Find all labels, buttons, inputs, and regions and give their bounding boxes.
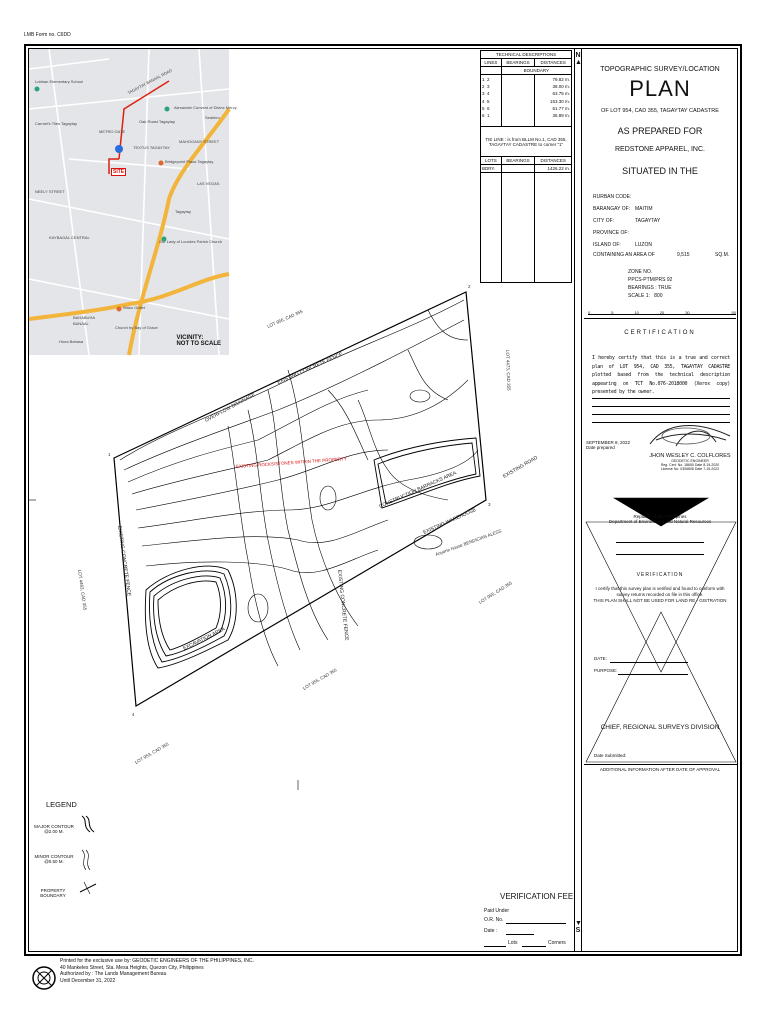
scale-bar: 0 5 10 20 30 50	[588, 310, 736, 315]
site-marker: SITE	[113, 169, 125, 175]
field-row: RURBAN CODE:	[593, 194, 632, 200]
zone-info: ZONE NO. PPCS-PTM/PRS 92 BEARINGS : TRUE SCALE 1: 800	[628, 269, 673, 299]
north-arrow-icon: N ▲	[575, 52, 582, 66]
lot-label: LOT 955, CAD 355	[302, 667, 338, 691]
minor-contour-icon	[78, 848, 92, 872]
geodetic-seal-icon	[32, 958, 56, 998]
col-header: LINES	[481, 59, 502, 67]
area-label: Anyone house BENDICIAN ALESS	[434, 528, 503, 557]
table-row	[481, 165, 572, 173]
date-submitted: Date Submitted:	[594, 753, 627, 758]
situated-in: SITUATED IN THE	[622, 166, 698, 176]
map-label: Lobban Elementary School	[35, 79, 84, 84]
map-label: Carmel's Tiles Tagaytay	[35, 121, 78, 126]
lines-cell: 1 2 2 3 3 4 4 5 5 6 6 1	[481, 75, 502, 127]
map-label: NEELY STREET	[35, 189, 65, 194]
map-label: Bridgepoint Plaza Tagaytay	[165, 159, 214, 164]
col-header: DISTANCES	[535, 59, 572, 67]
map-label: Wako Outlet	[123, 305, 145, 310]
survey-plan	[28, 270, 574, 790]
signature-icon	[646, 418, 734, 448]
engineer-name: JHON WESLEY C. COLFLORES	[649, 453, 731, 459]
prepared-date: SEPTEMBER 8, 2022 Date prepared	[586, 440, 631, 450]
certification-title: CERTIFICATION	[624, 330, 696, 336]
lot-label: LOT 953, CAD 355	[134, 741, 170, 765]
field-row: CONTAINING AN AREA OF 9,515 SQ.M.	[593, 252, 730, 258]
distance-cell: 1426.22 m.	[535, 165, 572, 173]
table-row	[481, 75, 572, 127]
fence-label: EXISTING CONCRETE FENCE	[336, 569, 350, 641]
verification-purpose: PURPOSE:	[594, 668, 618, 673]
boundary-line-icon	[78, 880, 98, 896]
vicinity-scale-note: NOT TO SCALE	[176, 341, 221, 347]
verification-date: DATE:	[594, 656, 607, 661]
lot-description: OF LOT 954, CAD 355, TAGAYTAY CADASTRE	[601, 108, 719, 114]
footer-imprint: Printed for the exclusive use by: GEODETIC ENGINEERS OF THE PHILIPPINES, INC. 40 Mankeles Street, Sta. Mesa Heights, Quezon City, Philippines Authorized by : The Lands Management Bureau Until December 31, 2022	[60, 958, 254, 984]
map-label: METRO GATE	[99, 129, 126, 134]
lot-cell: BDRY.	[481, 165, 502, 173]
map-label: Church by Bay of Grace	[115, 325, 158, 330]
technical-descriptions-table	[480, 50, 572, 283]
svg-text:2: 2	[468, 284, 471, 289]
lot-label: LOT 956, CAD 355	[266, 308, 304, 329]
lots-label: Lots	[508, 940, 518, 946]
tie-line-note: TIE LINE : is from BLLM No.1, CAD 355, TAGAYTAY CADASTRE to corner "1"	[481, 127, 572, 157]
field-row: ISLAND OF: LUZON	[593, 242, 652, 248]
map-label: Hiura Bahasa	[59, 339, 84, 344]
tech-title: TECHNICAL DESCRIPTIONS	[481, 51, 572, 59]
svg-text:1: 1	[108, 452, 111, 457]
engineer-reg: Reg. Cert. No. 18650 Date 8-19-2020	[660, 463, 720, 467]
form-number: LMB Form no. C6DD	[24, 32, 71, 38]
svg-text:3: 3	[488, 502, 491, 507]
field-row: PROVINCE OF:	[593, 230, 629, 236]
map-label: MAHOGANY STREET	[179, 139, 220, 144]
panel-divider	[574, 48, 582, 952]
fence-label: EXISTING CONCRETE FENCE	[116, 525, 132, 597]
field-row: CITY OF: TAGAYTAY	[593, 218, 661, 224]
client-name: REDSTONE APPAREL, INC.	[615, 146, 705, 153]
engineer-title: GEODETIC ENGINEER	[671, 459, 709, 463]
engineer-seal-signature	[646, 418, 734, 484]
area-label: CONSTRUCTION BARRACKS AREA	[378, 470, 458, 510]
corners-label: Corners	[548, 940, 566, 946]
map-label: Sealeiro	[205, 115, 220, 120]
lot-label: LOT 4463, CAD 355	[77, 569, 88, 611]
agency-block: Republic of the Philippines Department of Environment and Natural Resources	[608, 514, 712, 524]
legend-minor-contour: MINOR CONTOUR @0.50 M.	[34, 854, 74, 864]
boundary-label: BOUNDARY	[501, 67, 571, 75]
map-label: BAHABUHA	[73, 315, 96, 320]
map-label: Tagaytay	[175, 209, 192, 214]
verification-text: I certify that this survey plan is verified and found to conform with survey returns recorded on file in this office. THIS PLAN SHALL NOT BE USED FOR LAND RE - GISTRATION	[593, 586, 727, 604]
engineer-license: License No. 0306808 Date 7-19-2022	[660, 467, 720, 471]
col-header: LOTS	[481, 157, 502, 165]
vicinity-title-line: VICINITY:	[176, 335, 204, 341]
fee-date: Date :	[484, 928, 498, 934]
col-header: DISTANCES	[535, 157, 572, 165]
map-label: LAS VEGAS	[197, 181, 220, 186]
legend-major-contour: MAJOR CONTOUR @2.00 M.	[34, 824, 74, 834]
distances-cell: 79.82 m. 38.00 m. 63.75 m. 153.30 m. 61.77 m. 35.89 m.	[535, 75, 572, 127]
drainage-label: OVERFLOW DRAINAGE	[204, 392, 257, 424]
prepared-for: AS PREPARED FOR	[617, 126, 703, 136]
map-label: Oak Roast Tagaytay	[139, 119, 175, 124]
map-label: Our Lady of Lourdes Parish Church	[159, 239, 222, 244]
map-label: BANAAL	[73, 321, 89, 326]
map-label: KAYBAGAL CENTRAL	[49, 235, 90, 240]
field-row: BARANGAY OF: MAITIM	[593, 206, 653, 212]
plan-heading: TOPOGRAPHIC SURVEY/LOCATION	[600, 66, 720, 73]
certification-text: I hereby certify that this is a true and correct plan of LOT 954, CAD 355, TAGAYTAY CADASTRE plotted based from the technical description appearing on TCT No.076-2018000 (Xerox copy) presented by the owner.	[592, 355, 730, 395]
legend-property-boundary: PROPERTY BOUNDARY	[40, 888, 66, 898]
road-label: EXISTING ROAD	[502, 454, 539, 480]
verification-fee-title: VERIFICATION FEE	[500, 892, 574, 901]
paid-under: Paid Under	[484, 908, 510, 914]
plan-title: PLAN	[629, 76, 691, 101]
additional-info: ADDITIONAL INFORMATION AFTER DATE OF APPROVAL	[599, 767, 721, 772]
col-header: BEARINGS	[501, 157, 535, 165]
property-boundary	[114, 292, 486, 706]
lot-label: LOT 955, CAD 355	[477, 580, 513, 605]
area-label: EXCAVATION AREA	[182, 626, 227, 652]
legend-title: LEGEND	[46, 800, 77, 809]
svg-text:4: 4	[132, 712, 135, 717]
verification-title: VERIFICATION	[636, 572, 684, 578]
col-header: BEARINGS	[501, 59, 535, 67]
map-label: TAGAYTAY BANAAL ROAD	[126, 67, 173, 96]
map-label: TEXTUS TAGAYTAY	[133, 145, 170, 150]
major-contour-icon	[78, 814, 96, 838]
south-arrow-icon: ▼ S	[575, 920, 582, 934]
or-number: O.R. No.	[484, 917, 504, 923]
red-note: EXISTING ROCKS/STONES WITHIN THE PROPERTY	[235, 456, 348, 469]
map-label: Alexander Convent of Divine Mercy	[174, 105, 237, 110]
fence-label: EXISTING CONCRETE FENCE	[276, 351, 344, 386]
area-label: EXISTING WAREHOUSE	[422, 507, 478, 536]
chief-title: CHIEF, REGIONAL SURVEYS DIVISION	[600, 724, 720, 731]
lot-label: LOT 4473, CAD 355	[505, 349, 512, 391]
